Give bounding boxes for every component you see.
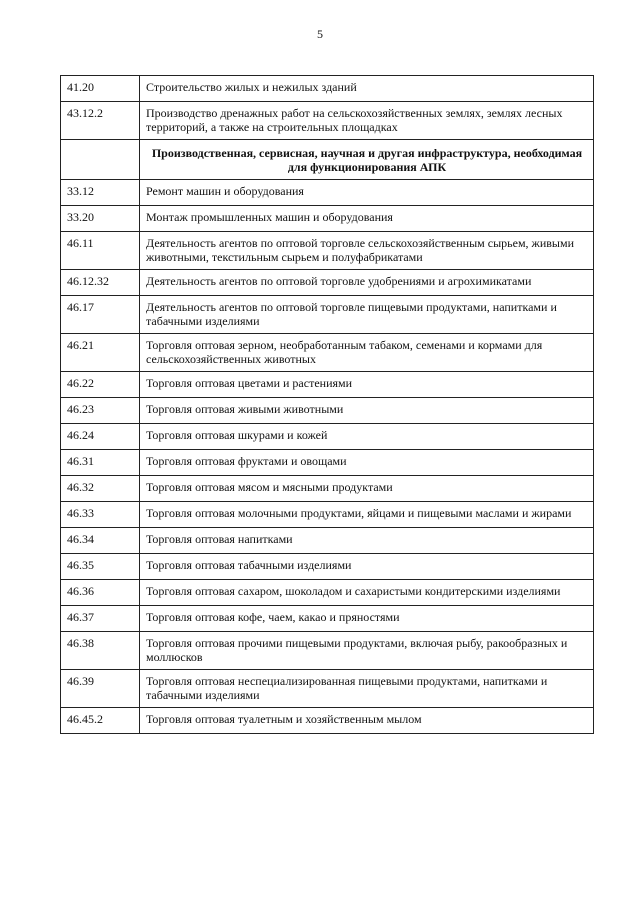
activity-description: Торговля оптовая табачными изделиями xyxy=(140,554,594,580)
activity-code: 46.11 xyxy=(61,232,140,270)
okved-table-body xyxy=(61,76,594,734)
activity-code: 46.39 xyxy=(61,670,140,708)
table-row xyxy=(61,372,594,398)
table-row xyxy=(61,398,594,424)
table-row xyxy=(61,580,594,606)
activity-description: Торговля оптовая прочими пищевыми продуктами, включая рыбу, ракообразных и моллюсков xyxy=(140,632,594,670)
table-row xyxy=(61,334,594,372)
activity-description: Торговля оптовая шкурами и кожей xyxy=(140,424,594,450)
activity-code: 46.33 xyxy=(61,502,140,528)
activity-code: 43.12.2 xyxy=(61,102,140,140)
page-number: 5 xyxy=(317,27,323,41)
table-row xyxy=(61,180,594,206)
activity-description: Торговля оптовая молочными продуктами, яйцами и пищевыми маслами и жирами xyxy=(140,502,594,528)
table-row xyxy=(61,502,594,528)
activity-description: Торговля оптовая кофе, чаем, какао и пряностями xyxy=(140,606,594,632)
activity-description: Торговля оптовая напитками xyxy=(140,528,594,554)
activity-code: 46.35 xyxy=(61,554,140,580)
table-row xyxy=(61,708,594,734)
activity-code: 46.23 xyxy=(61,398,140,424)
table-row xyxy=(61,554,594,580)
activity-description: Торговля оптовая цветами и растениями xyxy=(140,372,594,398)
activity-description: Производство дренажных работ на сельскохозяйственных землях, землях лесных территорий, а также на строительных площадках xyxy=(140,102,594,140)
activity-code: 46.32 xyxy=(61,476,140,502)
activity-description: Монтаж промышленных машин и оборудования xyxy=(140,206,594,232)
activity-code: 46.31 xyxy=(61,450,140,476)
activity-code: 46.12.32 xyxy=(61,270,140,296)
activity-description: Деятельность агентов по оптовой торговле пищевыми продуктами, напитками и табачными изделиями xyxy=(140,296,594,334)
activity-code: 33.20 xyxy=(61,206,140,232)
activity-description: Торговля оптовая сахаром, шоколадом и сахаристыми кондитерскими изделиями xyxy=(140,580,594,606)
activity-code: 46.21 xyxy=(61,334,140,372)
activity-code: 46.37 xyxy=(61,606,140,632)
table-row xyxy=(61,670,594,708)
table-row xyxy=(61,102,594,140)
section-title: Производственная, сервисная, научная и другая инфраструктура, необходимая для функционирования АПК xyxy=(140,140,594,180)
activity-description: Торговля оптовая живыми животными xyxy=(140,398,594,424)
activity-code: 46.34 xyxy=(61,528,140,554)
activity-description: Торговля оптовая неспециализированная пищевыми продуктами, напитками и табачными изделиями xyxy=(140,670,594,708)
activity-description: Деятельность агентов по оптовой торговле удобрениями и агрохимикатами xyxy=(140,270,594,296)
activity-code: 46.17 xyxy=(61,296,140,334)
section-header-row xyxy=(61,140,594,180)
activity-description: Строительство жилых и нежилых зданий xyxy=(140,76,594,102)
okved-table xyxy=(60,75,594,734)
activity-code: 46.22 xyxy=(61,372,140,398)
table-row xyxy=(61,232,594,270)
table-row xyxy=(61,424,594,450)
table-row xyxy=(61,632,594,670)
table-row xyxy=(61,450,594,476)
table-row xyxy=(61,606,594,632)
table-row xyxy=(61,528,594,554)
activity-code: 46.38 xyxy=(61,632,140,670)
activity-code: 46.24 xyxy=(61,424,140,450)
activity-code: 41.20 xyxy=(61,76,140,102)
activity-code: 33.12 xyxy=(61,180,140,206)
table-row xyxy=(61,206,594,232)
activity-description: Деятельность агентов по оптовой торговле сельскохозяйственным сырьем, живыми животными, текстильным сырьем и полуфабрикатами xyxy=(140,232,594,270)
activity-code: 46.45.2 xyxy=(61,708,140,734)
activity-description: Торговля оптовая мясом и мясными продуктами xyxy=(140,476,594,502)
activity-code: 46.36 xyxy=(61,580,140,606)
activity-description: Ремонт машин и оборудования xyxy=(140,180,594,206)
table-row xyxy=(61,476,594,502)
table-row xyxy=(61,296,594,334)
activity-code xyxy=(61,140,140,180)
activity-description: Торговля оптовая зерном, необработанным табаком, семенами и кормами для сельскохозяйственных животных xyxy=(140,334,594,372)
table-row xyxy=(61,270,594,296)
table-row xyxy=(61,76,594,102)
activity-description: Торговля оптовая фруктами и овощами xyxy=(140,450,594,476)
activity-description: Торговля оптовая туалетным и хозяйственным мылом xyxy=(140,708,594,734)
